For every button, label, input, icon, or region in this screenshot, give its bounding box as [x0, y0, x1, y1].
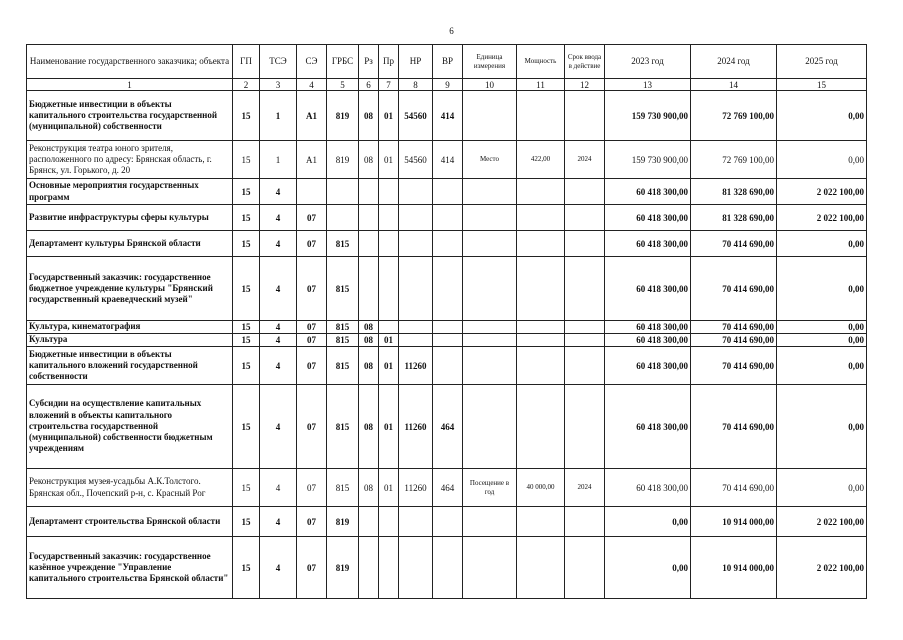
cell-year-2023: 60 418 300,00: [605, 321, 691, 334]
cell-capacity: [517, 231, 565, 257]
cell-pr: [379, 231, 399, 257]
cell-gp: 15: [233, 334, 260, 347]
cell-name: Основные мероприятия государственных программ: [27, 179, 233, 205]
cell-pr: [379, 507, 399, 537]
cell-tse: 4: [260, 334, 297, 347]
cell-grbs: 819: [327, 537, 359, 599]
cell-unit: Посещение в год: [463, 469, 517, 507]
cell-nr: [399, 205, 433, 231]
cell-commission-date: [565, 257, 605, 321]
cell-year-2025: 0,00: [777, 231, 867, 257]
table-row: [27, 91, 867, 141]
cell-year-2023: 159 730 900,00: [605, 141, 691, 179]
cell-year-2025: 0,00: [777, 385, 867, 469]
col-number: 13: [605, 79, 691, 91]
cell-commission-date: [565, 334, 605, 347]
cell-grbs: 815: [327, 334, 359, 347]
cell-commission-date: 2024: [565, 469, 605, 507]
table-row: [27, 507, 867, 537]
cell-rz: 08: [359, 469, 379, 507]
cell-year-2025: 2 022 100,00: [777, 205, 867, 231]
cell-gp: 15: [233, 507, 260, 537]
cell-rz: [359, 205, 379, 231]
cell-capacity: [517, 385, 565, 469]
cell-vr: 414: [433, 141, 463, 179]
cell-se: 07: [297, 334, 327, 347]
cell-vr: 414: [433, 91, 463, 141]
cell-name: Реконструкция музея-усадьбы А.К.Толстого. Брянская обл., Почепский р-н, с. Красный Рог: [27, 469, 233, 507]
cell-year-2025: 0,00: [777, 321, 867, 334]
cell-unit: [463, 205, 517, 231]
cell-gp: 15: [233, 91, 260, 141]
cell-name: Департамент строительства Брянской области: [27, 507, 233, 537]
table-row: [27, 141, 867, 179]
col-number: 11: [517, 79, 565, 91]
table-row: [27, 469, 867, 507]
cell-capacity: [517, 179, 565, 205]
cell-commission-date: [565, 91, 605, 141]
cell-se: 07: [297, 257, 327, 321]
cell-capacity: [517, 257, 565, 321]
cell-year-2023: 60 418 300,00: [605, 469, 691, 507]
cell-unit: [463, 334, 517, 347]
cell-unit: [463, 321, 517, 334]
budget-table: [26, 44, 867, 599]
cell-year-2025: 2 022 100,00: [777, 537, 867, 599]
cell-tse: 4: [260, 469, 297, 507]
cell-unit: [463, 91, 517, 141]
col-number: 12: [565, 79, 605, 91]
cell-name: Государственный заказчик: государственное казённое учреждение "Управление капитального строительства Брянской области": [27, 537, 233, 599]
cell-capacity: [517, 205, 565, 231]
cell-unit: [463, 257, 517, 321]
cell-year-2024: 81 328 690,00: [691, 179, 777, 205]
cell-name: Бюджетные инвестиции в объекты капитального вложений государственной собственности: [27, 347, 233, 385]
table-row: [27, 231, 867, 257]
cell-nr: [399, 231, 433, 257]
column-number-row: [27, 79, 867, 91]
cell-unit: [463, 231, 517, 257]
cell-commission-date: [565, 347, 605, 385]
cell-pr: [379, 537, 399, 599]
cell-rz: 08: [359, 91, 379, 141]
cell-vr: [433, 537, 463, 599]
cell-year-2024: 10 914 000,00: [691, 537, 777, 599]
cell-tse: 4: [260, 507, 297, 537]
cell-commission-date: [565, 385, 605, 469]
page-number: 6: [449, 26, 454, 36]
cell-unit: [463, 347, 517, 385]
cell-vr: 464: [433, 469, 463, 507]
cell-year-2023: 60 418 300,00: [605, 257, 691, 321]
col-number: 5: [327, 79, 359, 91]
table-row: [27, 321, 867, 334]
header-pr: Пр: [379, 45, 399, 79]
cell-se: А1: [297, 141, 327, 179]
header-tse: ТСЭ: [260, 45, 297, 79]
cell-commission-date: [565, 231, 605, 257]
header-gp: ГП: [233, 45, 260, 79]
cell-capacity: [517, 537, 565, 599]
cell-year-2023: 0,00: [605, 537, 691, 599]
cell-tse: 4: [260, 321, 297, 334]
header-unit: Единица измерения: [463, 45, 517, 79]
cell-unit: [463, 385, 517, 469]
cell-pr: 01: [379, 91, 399, 141]
cell-unit: Место: [463, 141, 517, 179]
table-row: [27, 257, 867, 321]
cell-year-2023: 60 418 300,00: [605, 347, 691, 385]
cell-rz: [359, 507, 379, 537]
cell-rz: [359, 179, 379, 205]
cell-year-2024: 70 414 690,00: [691, 347, 777, 385]
cell-vr: [433, 257, 463, 321]
cell-capacity: [517, 91, 565, 141]
cell-year-2025: 0,00: [777, 469, 867, 507]
cell-nr: 11260: [399, 385, 433, 469]
cell-nr: [399, 507, 433, 537]
cell-gp: 15: [233, 347, 260, 385]
cell-pr: 01: [379, 334, 399, 347]
cell-year-2024: 72 769 100,00: [691, 91, 777, 141]
header-se: СЭ: [297, 45, 327, 79]
cell-vr: [433, 179, 463, 205]
cell-se: [297, 179, 327, 205]
cell-gp: 15: [233, 385, 260, 469]
cell-year-2023: 0,00: [605, 507, 691, 537]
cell-commission-date: [565, 205, 605, 231]
cell-year-2024: 70 414 690,00: [691, 469, 777, 507]
cell-year-2024: 70 414 690,00: [691, 334, 777, 347]
cell-tse: 4: [260, 385, 297, 469]
cell-commission-date: [565, 179, 605, 205]
cell-year-2024: 72 769 100,00: [691, 141, 777, 179]
cell-pr: [379, 321, 399, 334]
cell-se: А1: [297, 91, 327, 141]
header-year-2025: 2025 год: [777, 45, 867, 79]
cell-se: 07: [297, 321, 327, 334]
cell-nr: [399, 257, 433, 321]
cell-year-2025: 2 022 100,00: [777, 507, 867, 537]
cell-nr: 11260: [399, 469, 433, 507]
cell-name: Развитие инфраструктуры сферы культуры: [27, 205, 233, 231]
header-rz: Рз: [359, 45, 379, 79]
col-number: 8: [399, 79, 433, 91]
cell-pr: 01: [379, 347, 399, 385]
table-body: [27, 91, 867, 599]
cell-gp: 15: [233, 141, 260, 179]
cell-tse: 4: [260, 205, 297, 231]
table-row: [27, 537, 867, 599]
cell-se: 07: [297, 231, 327, 257]
cell-grbs: 815: [327, 347, 359, 385]
cell-unit: [463, 537, 517, 599]
table-row: [27, 179, 867, 205]
cell-year-2023: 159 730 900,00: [605, 91, 691, 141]
cell-year-2025: 0,00: [777, 141, 867, 179]
col-number: 2: [233, 79, 260, 91]
cell-capacity: [517, 321, 565, 334]
header-nr: НР: [399, 45, 433, 79]
table-row: [27, 205, 867, 231]
cell-tse: 4: [260, 179, 297, 205]
cell-rz: 08: [359, 385, 379, 469]
cell-vr: [433, 334, 463, 347]
cell-commission-date: [565, 321, 605, 334]
cell-rz: 08: [359, 321, 379, 334]
cell-pr: 01: [379, 385, 399, 469]
col-number: 3: [260, 79, 297, 91]
cell-year-2023: 60 418 300,00: [605, 385, 691, 469]
cell-year-2024: 70 414 690,00: [691, 385, 777, 469]
header-year-2023: 2023 год: [605, 45, 691, 79]
cell-rz: 08: [359, 334, 379, 347]
cell-gp: 15: [233, 231, 260, 257]
cell-rz: 08: [359, 347, 379, 385]
cell-se: 07: [297, 205, 327, 231]
cell-vr: [433, 231, 463, 257]
cell-commission-date: [565, 507, 605, 537]
cell-grbs: 819: [327, 507, 359, 537]
cell-rz: [359, 257, 379, 321]
cell-nr: [399, 321, 433, 334]
cell-year-2025: 2 022 100,00: [777, 179, 867, 205]
cell-vr: [433, 321, 463, 334]
cell-name: Государственный заказчик: государственное бюджетное учреждение культуры "Брянский государственный краеведческий музей": [27, 257, 233, 321]
cell-year-2023: 60 418 300,00: [605, 231, 691, 257]
table-row: [27, 334, 867, 347]
cell-pr: 01: [379, 469, 399, 507]
cell-grbs: 815: [327, 257, 359, 321]
cell-year-2024: 70 414 690,00: [691, 257, 777, 321]
cell-tse: 1: [260, 91, 297, 141]
header-row: [27, 45, 867, 79]
col-number: 1: [27, 79, 233, 91]
cell-pr: [379, 205, 399, 231]
cell-se: 07: [297, 385, 327, 469]
header-grbs: ГРБС: [327, 45, 359, 79]
cell-name: Субсидии на осуществление капитальных вложений в объекты капитального строительства государственной (муниципальной) собственности бюджетным учреждениям: [27, 385, 233, 469]
cell-rz: 08: [359, 141, 379, 179]
cell-nr: [399, 179, 433, 205]
col-number: 9: [433, 79, 463, 91]
cell-pr: [379, 179, 399, 205]
cell-name: Департамент культуры Брянской области: [27, 231, 233, 257]
col-number: 6: [359, 79, 379, 91]
cell-commission-date: [565, 537, 605, 599]
cell-gp: 15: [233, 469, 260, 507]
cell-year-2023: 60 418 300,00: [605, 179, 691, 205]
cell-grbs: 815: [327, 321, 359, 334]
cell-year-2023: 60 418 300,00: [605, 205, 691, 231]
col-number: 10: [463, 79, 517, 91]
cell-grbs: [327, 205, 359, 231]
cell-nr: 54560: [399, 91, 433, 141]
header-capacity: Мощность: [517, 45, 565, 79]
cell-nr: 11260: [399, 347, 433, 385]
col-number: 14: [691, 79, 777, 91]
cell-name: Культура: [27, 334, 233, 347]
header-name: Наименование государственного заказчика; объекта: [27, 45, 233, 79]
cell-year-2025: 0,00: [777, 334, 867, 347]
cell-nr: [399, 334, 433, 347]
cell-se: 07: [297, 507, 327, 537]
cell-se: 07: [297, 469, 327, 507]
cell-grbs: 819: [327, 91, 359, 141]
cell-gp: 15: [233, 257, 260, 321]
cell-rz: [359, 231, 379, 257]
cell-tse: 4: [260, 537, 297, 599]
cell-se: 07: [297, 537, 327, 599]
cell-unit: [463, 179, 517, 205]
cell-nr: [399, 537, 433, 599]
cell-unit: [463, 507, 517, 537]
table-row: [27, 347, 867, 385]
cell-grbs: [327, 179, 359, 205]
cell-year-2024: 70 414 690,00: [691, 231, 777, 257]
cell-grbs: 815: [327, 385, 359, 469]
cell-vr: [433, 205, 463, 231]
col-number: 15: [777, 79, 867, 91]
header-year-2024: 2024 год: [691, 45, 777, 79]
cell-capacity: [517, 507, 565, 537]
cell-se: 07: [297, 347, 327, 385]
cell-capacity: [517, 347, 565, 385]
cell-year-2024: 70 414 690,00: [691, 321, 777, 334]
col-number: 4: [297, 79, 327, 91]
cell-name: Культура, кинематография: [27, 321, 233, 334]
cell-vr: 464: [433, 385, 463, 469]
header-vr: ВР: [433, 45, 463, 79]
cell-year-2024: 81 328 690,00: [691, 205, 777, 231]
cell-capacity: 422,00: [517, 141, 565, 179]
cell-gp: 15: [233, 321, 260, 334]
cell-tse: 4: [260, 257, 297, 321]
cell-rz: [359, 537, 379, 599]
cell-year-2025: 0,00: [777, 347, 867, 385]
cell-name: Реконструкция театра юного зрителя, расположенного по адресу: Брянская область, г. Брянск, ул. Горького, д. 20: [27, 141, 233, 179]
cell-tse: 4: [260, 231, 297, 257]
cell-grbs: 815: [327, 469, 359, 507]
table-row: [27, 385, 867, 469]
cell-vr: [433, 347, 463, 385]
cell-capacity: 40 000,00: [517, 469, 565, 507]
cell-commission-date: 2024: [565, 141, 605, 179]
cell-gp: 15: [233, 205, 260, 231]
cell-tse: 4: [260, 347, 297, 385]
cell-capacity: [517, 334, 565, 347]
cell-year-2023: 60 418 300,00: [605, 334, 691, 347]
header-commission-date: Срок ввода в действие: [565, 45, 605, 79]
cell-gp: 15: [233, 179, 260, 205]
cell-grbs: 819: [327, 141, 359, 179]
cell-grbs: 815: [327, 231, 359, 257]
cell-nr: 54560: [399, 141, 433, 179]
col-number: 7: [379, 79, 399, 91]
cell-gp: 15: [233, 537, 260, 599]
cell-year-2025: 0,00: [777, 257, 867, 321]
cell-year-2025: 0,00: [777, 91, 867, 141]
cell-vr: [433, 507, 463, 537]
cell-pr: [379, 257, 399, 321]
cell-year-2024: 10 914 000,00: [691, 507, 777, 537]
cell-name: Бюджетные инвестиции в объекты капитального строительства государственной (муниципальной) собственности: [27, 91, 233, 141]
cell-tse: 1: [260, 141, 297, 179]
cell-pr: 01: [379, 141, 399, 179]
